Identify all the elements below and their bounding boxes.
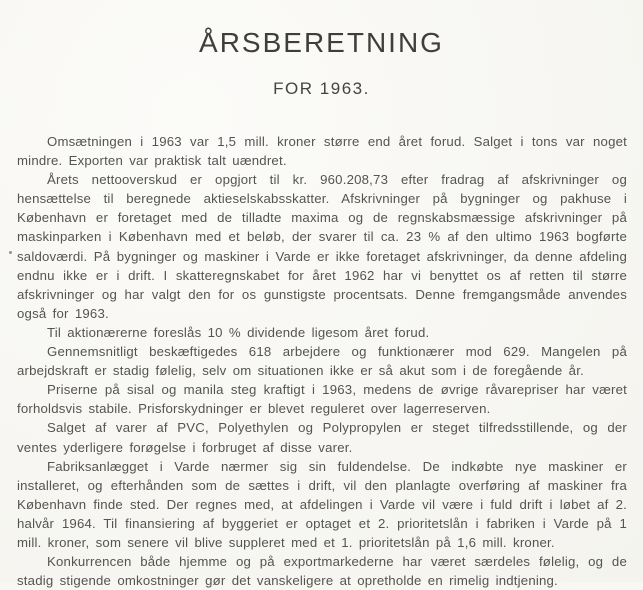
page-subtitle: FOR 1963. [273, 79, 370, 98]
paragraph: Årets nettooverskud er opgjort til kr. 960.208,73 efter fradrag af afskrivninger og hensættelse til beregnede aktieselskabsskatter. Afskrivninger på bygninger og pakhuse i København er foretaget med de tilladte maxima og de regnskabsmæssige afskrivninger på maskinparken i København med et beløb, der svarer til ca. 23 % af den ultimo 1963 bogførte saldoværdi. På bygninger og maskiner i Varde er ikke foretaget afskrivninger, da denne afdeling endnu ikke er i drift. I skatteregnskabet for året 1962 har vi benyttet os af retten til større afskrivninger og har valgt den for os gunstigste procentsats. Denne fremgangsmåde anvendes også for 1963. [17, 172, 627, 321]
scan-speck [9, 251, 12, 254]
paragraph: Omsætningen i 1963 var 1,5 mill. kroner større end året forud. Salget i tons var noget mindre. Exporten var praktisk talt uændret. [17, 134, 627, 169]
paragraph: Gennemsnitligt beskæftigedes 618 arbejdere og funktionærer mod 629. Mangelen på arbejdskraft er stadig følelig, selv om situationen ikke er så akut som i de foregående år. [17, 344, 627, 379]
paragraph: Fabriksanlægget i Varde nærmer sig sin fuldendelse. De indkøbte nye maskiner er installeret, og efterhånden som de sættes i drift, vil den planlagte overføring af maskiner fra København finde sted. Der regnes med, at afdelingen i Varde vil være i fuld drift i løbet af 2. halvår 1964. Til finansiering af byggeriet er optaget et 2. prioritetslån i fabriken i Varde på 1 mill. kroner, som senere vil blive suppleret med et 1. prioritetslån på 1,6 mill. kroner. [17, 458, 627, 550]
paragraph: Konkurrencen både hjemme og på exportmarkederne har været særdeles følelig, og de stadig stigende omkostninger gør det vanskeligere at opretholde en rimelig indtjening. [17, 554, 627, 589]
paragraph: Salget af varer af PVC, Polyethylen og Polypropylen er steget tilfredsstillende, og der ventes yderligere forøgelse i forbruget af disse varer. [17, 420, 627, 455]
paragraph: Til aktionærerne foreslås 10 % dividende ligesom året forud. [47, 324, 430, 340]
page-title: ÅRSBERETNING [199, 27, 444, 58]
report-body [17, 132, 627, 590]
paragraph: Priserne på sisal og manila steg kraftigt i 1963, medens de øvrige råvarepriser har været forholdsvis stabile. Prisforskydninger er blevet reguleret over lagerreserven. [17, 382, 627, 417]
